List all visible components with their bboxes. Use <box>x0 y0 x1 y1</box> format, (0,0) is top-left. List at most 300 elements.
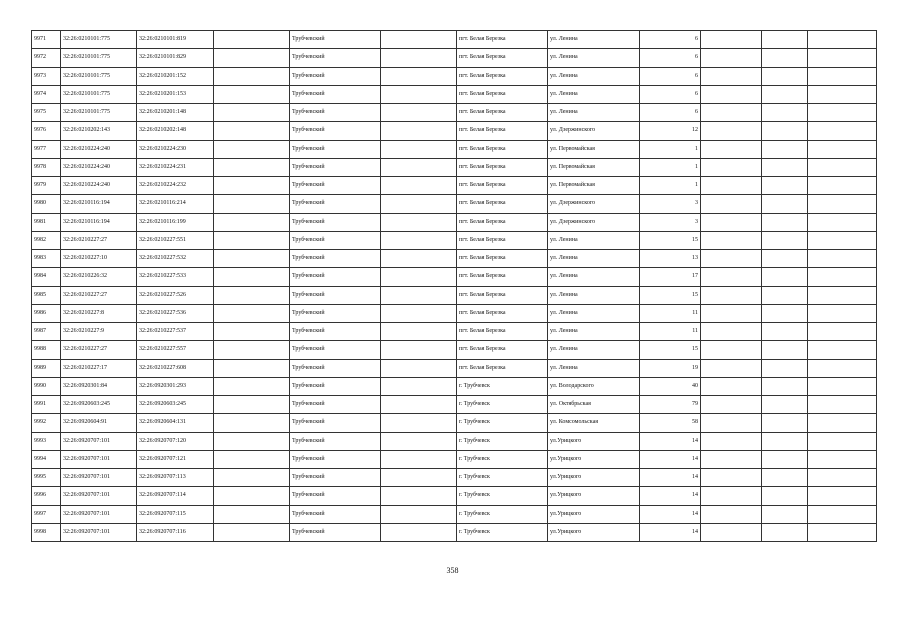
street-name: ул.Урицкого <box>548 432 640 450</box>
table-row <box>32 450 877 468</box>
empty-cell <box>214 85 290 103</box>
object-number: 32:26:0920301:293 <box>137 377 214 395</box>
empty-cell <box>808 250 877 268</box>
empty-cell <box>808 49 877 67</box>
empty-cell <box>214 122 290 140</box>
object-number: 32:26:0920604:131 <box>137 414 214 432</box>
empty-cell <box>701 469 762 487</box>
cadastral-number: 32:26:0210101:775 <box>61 49 137 67</box>
table-row <box>32 213 877 231</box>
area-value: 6 <box>640 104 701 122</box>
district-name: Трубчевский <box>290 323 381 341</box>
empty-cell <box>214 304 290 322</box>
district-name: Трубчевский <box>290 140 381 158</box>
settlement-name: пгт. Белая Березка <box>457 85 548 103</box>
area-value: 14 <box>640 469 701 487</box>
empty-cell <box>214 140 290 158</box>
empty-cell <box>808 195 877 213</box>
cadastral-number: 32:26:0920707:101 <box>61 523 137 541</box>
street-name: ул. Первомайская <box>548 177 640 195</box>
empty-cell <box>808 31 877 49</box>
empty-cell <box>808 469 877 487</box>
empty-cell <box>762 122 808 140</box>
cadastral-number: 32:26:0210227:27 <box>61 286 137 304</box>
row-number: 9978 <box>32 158 61 176</box>
row-number: 9971 <box>32 31 61 49</box>
area-value: 15 <box>640 286 701 304</box>
street-name: ул. Дзержинского <box>548 213 640 231</box>
area-value: 12 <box>640 122 701 140</box>
object-number: 32:26:0210116:199 <box>137 213 214 231</box>
cadastral-number: 32:26:0210101:775 <box>61 85 137 103</box>
street-name: ул.Урицкого <box>548 505 640 523</box>
cadastral-number: 32:26:0920707:101 <box>61 432 137 450</box>
settlement-name: пгт. Белая Березка <box>457 304 548 322</box>
object-number: 32:26:0920707:114 <box>137 487 214 505</box>
settlement-name: г. Трубчевск <box>457 414 548 432</box>
settlement-name: г. Трубчевск <box>457 377 548 395</box>
district-name: Трубчевский <box>290 177 381 195</box>
empty-cell <box>381 104 457 122</box>
empty-cell <box>381 304 457 322</box>
page-number: 358 <box>446 566 459 575</box>
empty-cell <box>701 213 762 231</box>
empty-cell <box>808 85 877 103</box>
empty-cell <box>214 505 290 523</box>
street-name: ул. Ленина <box>548 49 640 67</box>
empty-cell <box>214 158 290 176</box>
district-name: Трубчевский <box>290 304 381 322</box>
empty-cell <box>381 158 457 176</box>
row-number: 9995 <box>32 469 61 487</box>
table-body <box>32 31 877 542</box>
empty-cell <box>701 158 762 176</box>
table-row <box>32 140 877 158</box>
cadastral-number: 32:26:0210224:240 <box>61 177 137 195</box>
row-number: 9987 <box>32 323 61 341</box>
row-number: 9979 <box>32 177 61 195</box>
table-row <box>32 396 877 414</box>
street-name: ул.Урицкого <box>548 450 640 468</box>
empty-cell <box>214 377 290 395</box>
empty-cell <box>701 432 762 450</box>
object-number: 32:26:0210116:214 <box>137 195 214 213</box>
object-number: 32:26:0920707:113 <box>137 469 214 487</box>
empty-cell <box>762 231 808 249</box>
empty-cell <box>214 231 290 249</box>
table-row <box>32 286 877 304</box>
table-row <box>32 158 877 176</box>
row-number: 9992 <box>32 414 61 432</box>
area-value: 6 <box>640 31 701 49</box>
object-number: 32:26:0210227:536 <box>137 304 214 322</box>
empty-cell <box>808 396 877 414</box>
area-value: 1 <box>640 177 701 195</box>
row-number: 9982 <box>32 231 61 249</box>
street-name: ул. Володарского <box>548 377 640 395</box>
settlement-name: г. Трубчевск <box>457 450 548 468</box>
table-row <box>32 250 877 268</box>
area-value: 14 <box>640 487 701 505</box>
cadastral-number: 32:26:0210101:775 <box>61 104 137 122</box>
empty-cell <box>381 177 457 195</box>
empty-cell <box>214 323 290 341</box>
cadastral-number: 32:26:0210202:143 <box>61 122 137 140</box>
table-row <box>32 268 877 286</box>
cadastral-number: 32:26:0210227:27 <box>61 231 137 249</box>
table-row <box>32 323 877 341</box>
empty-cell <box>808 104 877 122</box>
row-number: 9989 <box>32 359 61 377</box>
object-number: 32:26:0210227:537 <box>137 323 214 341</box>
area-value: 11 <box>640 304 701 322</box>
cadastral-number: 32:26:0210224:240 <box>61 158 137 176</box>
empty-cell <box>762 140 808 158</box>
district-name: Трубчевский <box>290 213 381 231</box>
street-name: ул.Урицкого <box>548 523 640 541</box>
row-number: 9998 <box>32 523 61 541</box>
empty-cell <box>762 85 808 103</box>
table-row <box>32 122 877 140</box>
empty-cell <box>214 523 290 541</box>
empty-cell <box>808 67 877 85</box>
empty-cell <box>214 432 290 450</box>
row-number: 9973 <box>32 67 61 85</box>
street-name: ул. Ленина <box>548 304 640 322</box>
cadastral-number: 32:26:0210101:775 <box>61 31 137 49</box>
area-value: 14 <box>640 450 701 468</box>
empty-cell <box>381 523 457 541</box>
street-name: ул. Ленина <box>548 250 640 268</box>
empty-cell <box>808 432 877 450</box>
empty-cell <box>762 213 808 231</box>
street-name: ул. Комсомольская <box>548 414 640 432</box>
district-name: Трубчевский <box>290 122 381 140</box>
district-name: Трубчевский <box>290 286 381 304</box>
empty-cell <box>701 450 762 468</box>
empty-cell <box>214 396 290 414</box>
row-number: 9972 <box>32 49 61 67</box>
empty-cell <box>381 414 457 432</box>
district-name: Трубчевский <box>290 250 381 268</box>
empty-cell <box>808 286 877 304</box>
area-value: 19 <box>640 359 701 377</box>
district-name: Трубчевский <box>290 359 381 377</box>
settlement-name: пгт. Белая Березка <box>457 104 548 122</box>
object-number: 32:26:0210227:533 <box>137 268 214 286</box>
empty-cell <box>762 414 808 432</box>
object-number: 32:26:0210227:557 <box>137 341 214 359</box>
district-name: Трубчевский <box>290 31 381 49</box>
settlement-name: пгт. Белая Березка <box>457 341 548 359</box>
empty-cell <box>701 140 762 158</box>
street-name: ул. Ленина <box>548 31 640 49</box>
table-row <box>32 85 877 103</box>
settlement-name: пгт. Белая Березка <box>457 250 548 268</box>
settlement-name: пгт. Белая Березка <box>457 359 548 377</box>
area-value: 58 <box>640 414 701 432</box>
table-row <box>32 67 877 85</box>
empty-cell <box>381 286 457 304</box>
row-number: 9994 <box>32 450 61 468</box>
empty-cell <box>381 432 457 450</box>
cadastral-number: 32:26:0920707:101 <box>61 469 137 487</box>
street-name: ул. Ленина <box>548 268 640 286</box>
row-number: 9985 <box>32 286 61 304</box>
empty-cell <box>214 67 290 85</box>
empty-cell <box>381 268 457 286</box>
district-name: Трубчевский <box>290 85 381 103</box>
cadastral-number: 32:26:0210227:9 <box>61 323 137 341</box>
street-name: ул. Ленина <box>548 231 640 249</box>
empty-cell <box>762 158 808 176</box>
empty-cell <box>701 250 762 268</box>
table-row <box>32 505 877 523</box>
object-number: 32:26:0920707:115 <box>137 505 214 523</box>
empty-cell <box>701 304 762 322</box>
settlement-name: пгт. Белая Березка <box>457 268 548 286</box>
empty-cell <box>381 377 457 395</box>
street-name: ул. Ленина <box>548 341 640 359</box>
table-row <box>32 49 877 67</box>
area-value: 15 <box>640 231 701 249</box>
empty-cell <box>381 487 457 505</box>
registry-table <box>31 30 877 542</box>
district-name: Трубчевский <box>290 341 381 359</box>
row-number: 9976 <box>32 122 61 140</box>
cadastral-number: 32:26:0920603:245 <box>61 396 137 414</box>
row-number: 9983 <box>32 250 61 268</box>
district-name: Трубчевский <box>290 414 381 432</box>
row-number: 9990 <box>32 377 61 395</box>
empty-cell <box>214 177 290 195</box>
table-row <box>32 469 877 487</box>
empty-cell <box>214 104 290 122</box>
object-number: 32:26:0210101:819 <box>137 31 214 49</box>
object-number: 32:26:0210227:526 <box>137 286 214 304</box>
empty-cell <box>701 523 762 541</box>
empty-cell <box>762 304 808 322</box>
empty-cell <box>762 31 808 49</box>
row-number: 9980 <box>32 195 61 213</box>
area-value: 3 <box>640 195 701 213</box>
object-number: 32:26:0920707:121 <box>137 450 214 468</box>
empty-cell <box>762 396 808 414</box>
settlement-name: пгт. Белая Березка <box>457 49 548 67</box>
area-value: 6 <box>640 67 701 85</box>
empty-cell <box>381 505 457 523</box>
object-number: 32:26:0210224:231 <box>137 158 214 176</box>
cadastral-number: 32:26:0210227:17 <box>61 359 137 377</box>
object-number: 32:26:0210224:230 <box>137 140 214 158</box>
empty-cell <box>808 177 877 195</box>
empty-cell <box>762 450 808 468</box>
settlement-name: пгт. Белая Березка <box>457 323 548 341</box>
area-value: 1 <box>640 158 701 176</box>
street-name: ул. Первомайская <box>548 140 640 158</box>
empty-cell <box>701 323 762 341</box>
object-number: 32:26:0210227:551 <box>137 231 214 249</box>
row-number: 9984 <box>32 268 61 286</box>
cadastral-number: 32:26:0210226:32 <box>61 268 137 286</box>
empty-cell <box>381 213 457 231</box>
district-name: Трубчевский <box>290 231 381 249</box>
empty-cell <box>214 359 290 377</box>
empty-cell <box>214 450 290 468</box>
object-number: 32:26:0210101:829 <box>137 49 214 67</box>
empty-cell <box>381 31 457 49</box>
object-number: 32:26:0210224:232 <box>137 177 214 195</box>
empty-cell <box>808 341 877 359</box>
street-name: ул. Дзержинского <box>548 195 640 213</box>
empty-cell <box>701 67 762 85</box>
empty-cell <box>214 213 290 231</box>
settlement-name: пгт. Белая Березка <box>457 177 548 195</box>
empty-cell <box>808 231 877 249</box>
area-value: 40 <box>640 377 701 395</box>
object-number: 32:26:0920707:116 <box>137 523 214 541</box>
district-name: Трубчевский <box>290 450 381 468</box>
empty-cell <box>701 286 762 304</box>
district-name: Трубчевский <box>290 377 381 395</box>
area-value: 3 <box>640 213 701 231</box>
empty-cell <box>381 49 457 67</box>
empty-cell <box>808 523 877 541</box>
object-number: 32:26:0210202:148 <box>137 122 214 140</box>
empty-cell <box>214 268 290 286</box>
empty-cell <box>381 396 457 414</box>
street-name: ул. Ленина <box>548 85 640 103</box>
empty-cell <box>701 377 762 395</box>
settlement-name: пгт. Белая Березка <box>457 195 548 213</box>
empty-cell <box>701 31 762 49</box>
row-number: 9986 <box>32 304 61 322</box>
district-name: Трубчевский <box>290 195 381 213</box>
cadastral-number: 32:26:0920707:101 <box>61 450 137 468</box>
empty-cell <box>381 140 457 158</box>
street-name: ул. Ленина <box>548 359 640 377</box>
table-row <box>32 341 877 359</box>
area-value: 1 <box>640 140 701 158</box>
table-row <box>32 377 877 395</box>
row-number: 9996 <box>32 487 61 505</box>
settlement-name: г. Трубчевск <box>457 469 548 487</box>
empty-cell <box>808 359 877 377</box>
district-name: Трубчевский <box>290 487 381 505</box>
district-name: Трубчевский <box>290 505 381 523</box>
empty-cell <box>808 505 877 523</box>
empty-cell <box>701 341 762 359</box>
empty-cell <box>808 140 877 158</box>
settlement-name: пгт. Белая Березка <box>457 158 548 176</box>
empty-cell <box>381 250 457 268</box>
area-value: 11 <box>640 323 701 341</box>
empty-cell <box>214 31 290 49</box>
street-name: ул. Первомайская <box>548 158 640 176</box>
table-row <box>32 487 877 505</box>
street-name: ул. Ленина <box>548 323 640 341</box>
street-name: ул. Дзержинского <box>548 122 640 140</box>
empty-cell <box>762 377 808 395</box>
table-row <box>32 523 877 541</box>
settlement-name: пгт. Белая Березка <box>457 31 548 49</box>
empty-cell <box>701 268 762 286</box>
settlement-name: г. Трубчевск <box>457 523 548 541</box>
empty-cell <box>808 304 877 322</box>
empty-cell <box>214 469 290 487</box>
empty-cell <box>808 450 877 468</box>
district-name: Трубчевский <box>290 104 381 122</box>
district-name: Трубчевский <box>290 432 381 450</box>
area-value: 6 <box>640 85 701 103</box>
empty-cell <box>808 414 877 432</box>
object-number: 32:26:0210227:532 <box>137 250 214 268</box>
empty-cell <box>762 432 808 450</box>
street-name: ул. Октябрьская <box>548 396 640 414</box>
cadastral-number: 32:26:0210227:8 <box>61 304 137 322</box>
settlement-name: пгт. Белая Березка <box>457 231 548 249</box>
area-value: 14 <box>640 432 701 450</box>
cadastral-number: 32:26:0210227:27 <box>61 341 137 359</box>
empty-cell <box>701 505 762 523</box>
empty-cell <box>701 231 762 249</box>
cadastral-number: 32:26:0210116:194 <box>61 195 137 213</box>
empty-cell <box>701 85 762 103</box>
empty-cell <box>762 195 808 213</box>
empty-cell <box>701 177 762 195</box>
row-number: 9993 <box>32 432 61 450</box>
empty-cell <box>762 268 808 286</box>
empty-cell <box>701 396 762 414</box>
district-name: Трубчевский <box>290 158 381 176</box>
cadastral-number: 32:26:0920604:91 <box>61 414 137 432</box>
cadastral-number: 32:26:0920707:101 <box>61 505 137 523</box>
street-name: ул. Ленина <box>548 67 640 85</box>
empty-cell <box>701 414 762 432</box>
empty-cell <box>214 414 290 432</box>
empty-cell <box>701 195 762 213</box>
row-number: 9975 <box>32 104 61 122</box>
district-name: Трубчевский <box>290 268 381 286</box>
area-value: 6 <box>640 49 701 67</box>
object-number: 32:26:0210201:148 <box>137 104 214 122</box>
row-number: 9977 <box>32 140 61 158</box>
street-name: ул. Ленина <box>548 104 640 122</box>
object-number: 32:26:0210227:608 <box>137 359 214 377</box>
area-value: 17 <box>640 268 701 286</box>
empty-cell <box>701 104 762 122</box>
row-number: 9974 <box>32 85 61 103</box>
street-name: ул.Урицкого <box>548 469 640 487</box>
street-name: ул.Урицкого <box>548 487 640 505</box>
empty-cell <box>381 195 457 213</box>
district-name: Трубчевский <box>290 67 381 85</box>
cadastral-number: 32:26:0210224:240 <box>61 140 137 158</box>
area-value: 15 <box>640 341 701 359</box>
area-value: 79 <box>640 396 701 414</box>
settlement-name: пгт. Белая Березка <box>457 213 548 231</box>
table-row <box>32 432 877 450</box>
table-row <box>32 31 877 49</box>
cadastral-number: 32:26:0920301:84 <box>61 377 137 395</box>
empty-cell <box>808 323 877 341</box>
settlement-name: пгт. Белая Березка <box>457 67 548 85</box>
object-number: 32:26:0920603:245 <box>137 396 214 414</box>
empty-cell <box>381 341 457 359</box>
cadastral-number: 32:26:0210227:10 <box>61 250 137 268</box>
empty-cell <box>762 469 808 487</box>
object-number: 32:26:0210201:153 <box>137 85 214 103</box>
